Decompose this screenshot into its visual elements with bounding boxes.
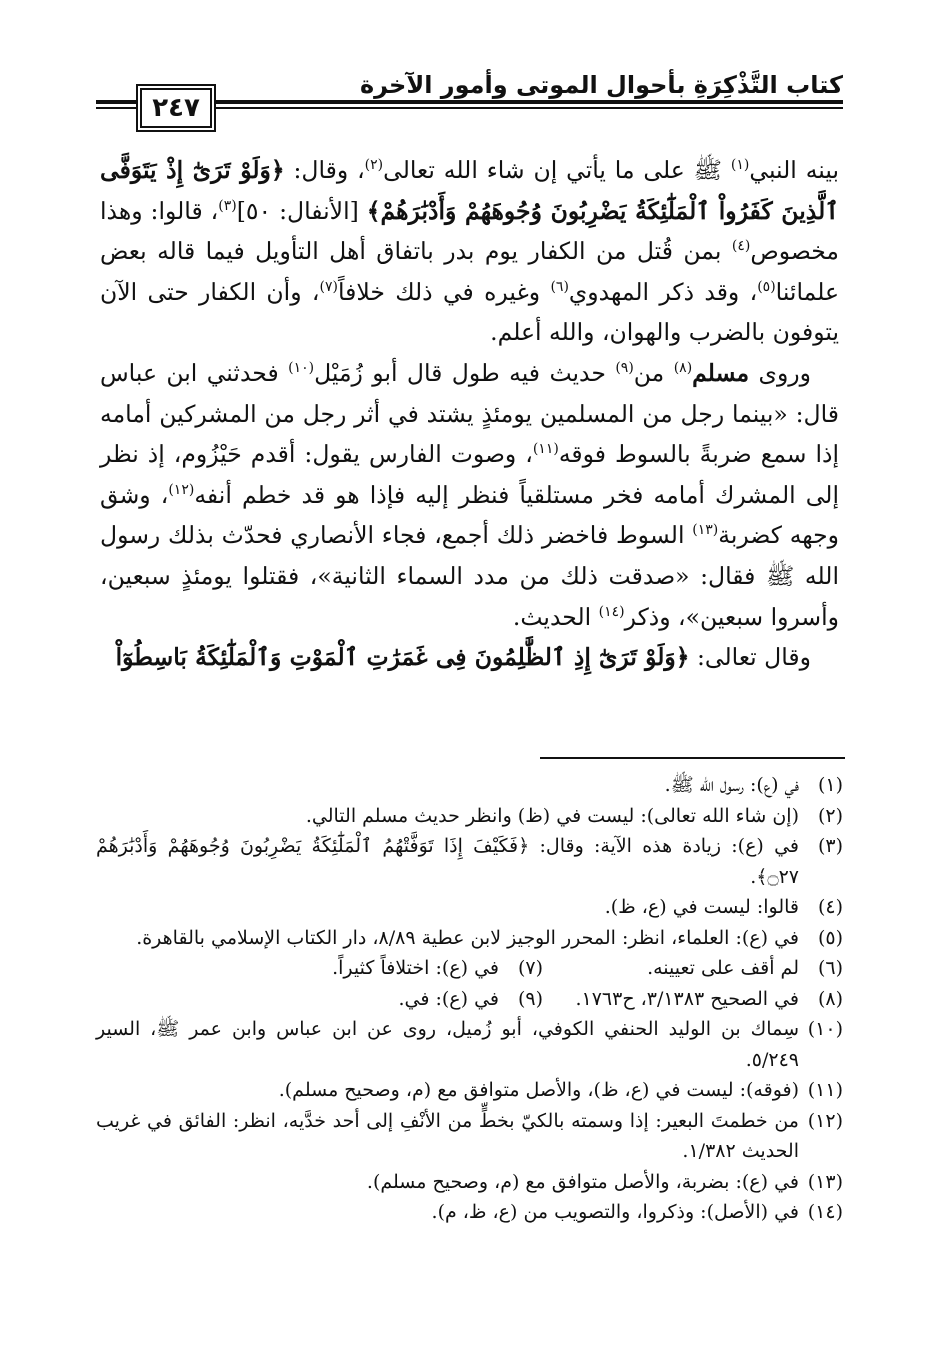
text-run: وروى [749,358,811,387]
footnote-pair [96,953,843,984]
text-run: بمن قُتل من الكفار يوم بدر باتفاق أهل التأويل فيما قاله بعض علمائنا [100,237,839,306]
footnote-ref[interactable]: (٢) [364,157,384,174]
footnote-text: سِماك بن الوليد الحنفي الكوفي، أبو زُميل، روى عن ابن عباس وابن عمر ﷺ، السير ٥/٢٤٩. [96,1018,799,1071]
footnote-number: (١٢) [807,1109,843,1132]
footnote-ref[interactable]: (١٠) [288,360,315,377]
footnote-text: في الصحيح ٣/١٣٨٣، ح١٧٦٣. [575,987,799,1010]
text-run: حديث فيه طول قال أبو زُمَيْل [314,358,616,387]
quran-verse: ﴿وَلَوْ تَرَىٰٓ إِذْ يَتَوَفَّى ٱلَّذِينَ كَفَرُواْ ٱلْمَلَٰٓئِكَةُ يَضْرِبُونَ وُجُوهَهُمْ وَأَدْبَٰرَهُمْ﴾ [100,156,839,225]
footnote-text: في (ع): اختلافاً كثيراً. [332,957,499,979]
footnote-number: (٢) [817,804,843,827]
footnote-text: في (ع): بضربة، والأصل متوافق مع (م، وصحيح مسلم). [366,1170,799,1193]
footnote-12 [96,1106,843,1167]
footnote-text: في (الأصل): وذكروا، والتصويب من (ع، ظ، م). [431,1201,799,1223]
footnote-ref[interactable]: (١٤) [598,603,625,620]
footnote-13 [96,1167,843,1198]
text-run: من [633,358,674,387]
footnote-ref[interactable]: (٦) [550,278,569,295]
footnote-ref[interactable]: (١٣) [692,522,719,539]
text-run: السوط فاخضر ذلك أجمع، فجاء الأنصاري فحدّث بذلك رسول الله ﷺ فقال: «صدقت ذلك من مدد السماء الثانية»، فقتلوا يومئذٍ سبعين، وأسروا سبعين»، وذكر [100,521,839,631]
footnote-9 [96,984,543,1015]
text-run: الحديث. [512,602,599,631]
footnote-text: في (ع): في. [398,987,499,1010]
quran-verse: ﴿وَلَوْ تَرَىٰٓ إِذِ ٱلظَّٰلِمُونَ فِى غَمَرَٰتِ ٱلْمَوْتِ وَٱلْمَلَٰٓئِكَةُ بَاسِطُوٓاْ [115,643,690,672]
footnote-number: (١٤) [807,1201,843,1223]
footnote-number: (٨) [817,987,843,1010]
footnote-ref[interactable]: (٩) [615,360,634,377]
text-run: ، قالوا: وهذا مخصوص [100,196,839,266]
footnote-text: في (ع): رسول الله ﷺ. [664,774,799,796]
footnote-1 [96,770,843,801]
footnotes [96,770,843,1228]
paragraph-2 [100,353,839,637]
footnote-pair [96,984,843,1015]
footnote-text: قالوا: ليست في (ع، ظ). [604,896,799,918]
footnote-2 [96,801,843,832]
footnote-number: (٦) [817,957,843,979]
footnote-number: (٧) [517,957,543,979]
main-text [100,150,839,678]
footnote-3 [96,831,843,892]
text-run: [الأنفال: ٥٠] [236,196,367,225]
footnote-number: (٩) [517,987,543,1010]
running-header-title: كتاب التَّذْكِرَةِ بأحوال الموتى وأمور الآخرة [359,71,843,99]
footnote-7 [96,953,543,984]
text-run: ، وقد ذكر المهدوي [568,277,758,306]
paragraph-1 [100,150,839,353]
footnote-ref[interactable]: (١) [730,157,750,174]
footnote-8 [543,984,843,1015]
footnote-10 [96,1014,843,1075]
footnote-5 [96,923,843,954]
footnote-ref[interactable]: (٤) [731,238,751,255]
footnote-14 [96,1197,843,1228]
text-run: بينه النبي [749,156,840,184]
footnote-text: في (ع): زيادة هذه الآية: وقال: ﴿فَكَيْفَ إِذَا تَوَفَّتْهُمُ ٱلْمَلَٰٓئِكَةُ يَضْرِبُونَ وُجُوهَهُمْ وَأَدْبَٰرَهُمْ ۝٢٧﴾. [96,835,799,888]
footnote-text: لم أقف على تعيينه. [647,957,799,979]
text-run: فحدثني ابن عباس قال: «بينما رجل من المسلمين يومئذٍ يشتد في أثر رجل من المشركين أمامه إذا سمع ضربةً بالسوط فوقه [100,358,839,469]
footnote-number: (٤) [817,896,843,918]
footnote-number: (١٠) [807,1018,843,1040]
footnote-text: من خطمتَ البعير: إذا وسمته بالكيّ بخطٍّ من الأنْفِ إلى أحد خدَّيه، انظر: الفائق في غريب الحديث ١/٣٨٢. [96,1109,799,1162]
source-name: مسلم [692,358,750,387]
footnote-number: (٥) [817,926,843,949]
text-run: ، وصوت الفارس يقول: أقدم حَيْزُوم، إذ نظر إلى المشرك أمامه فخر مستلقياً فنظر إليه فإذا هو قد خطم أنفه [100,440,839,509]
footnote-number: (٣) [817,835,843,857]
footnote-number: (١) [817,774,843,796]
footnote-text: (إن شاء الله تعالى): ليست في (ظ) وانظر حديث مسلم التالي. [305,804,799,827]
footnote-number: (١١) [807,1079,843,1101]
footnote-ref[interactable]: (١١) [532,441,559,458]
text-run: ، وأن الكفار حتى الآن يتوفون بالضرب والهوان، والله أعلم. [100,277,839,347]
page-number: ٢٤٧ [136,84,216,132]
footnote-separator [540,757,845,759]
footnote-ref[interactable]: (٥) [757,278,776,295]
footnote-text: في (ع): العلماء، انظر: المحرر الوجيز لابن عطية ٨/٨٩، دار الكتاب الإسلامي بالقاهرة. [136,926,799,949]
text-run: وقال تعالى: [689,643,811,672]
footnote-ref[interactable]: (٣) [218,197,237,214]
text-run: ، وقال: [284,156,365,184]
footnote-6 [543,953,843,984]
footnote-11 [96,1075,843,1106]
paragraph-3 [100,637,839,678]
text-run: وغيره في ذلك خلافاً [337,277,551,306]
text-run: ﷺ على ما يأتي إن شاء الله تعالى [383,156,731,184]
text-run: ، وشق وجهه كضربة [100,480,840,550]
footnote-4 [96,892,843,923]
footnote-text: (فوقه): ليست في (ع، ظ)، والأصل متوافق مع (م، وصحيح مسلم). [278,1079,799,1101]
footnote-ref[interactable]: (١٢) [168,481,195,498]
footnote-ref[interactable]: (٨) [673,360,693,377]
footnote-ref[interactable]: (٧) [319,278,338,295]
footnote-number: (١٣) [807,1170,843,1193]
